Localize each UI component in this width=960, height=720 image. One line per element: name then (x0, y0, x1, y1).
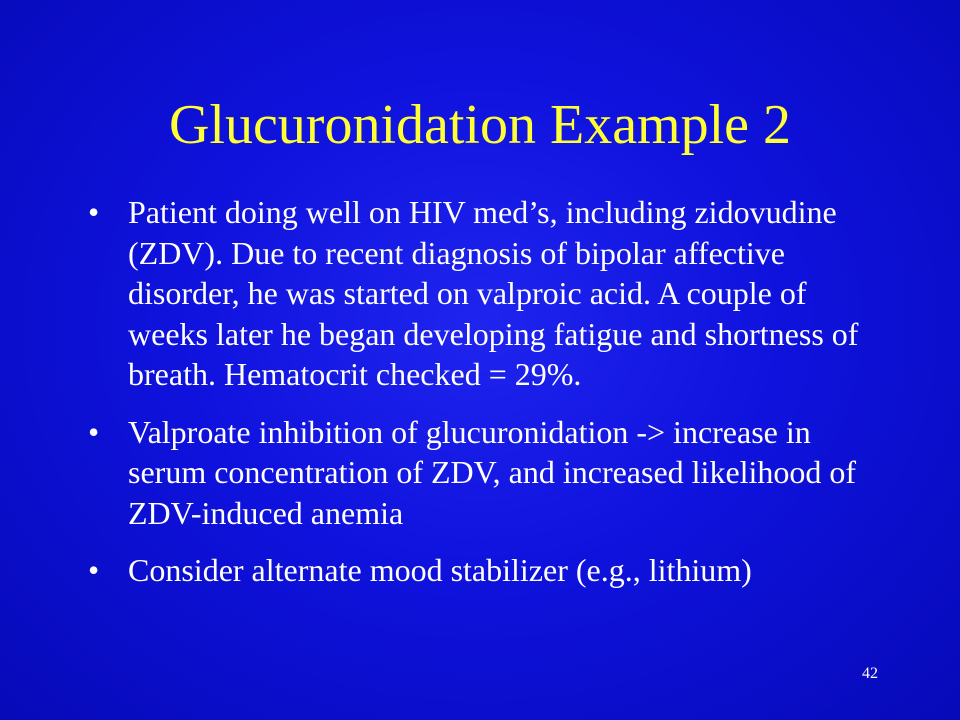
bullet-text: Valproate inhibition of glucuronidation -> increase in serum concentration of ZDV, and increased likelihood of ZDV-induced anemia (128, 413, 857, 531)
bullet-icon: • (88, 413, 100, 450)
slide-title: Glucuronidation Example 2 (168, 94, 792, 156)
bullet-text: Consider alternate mood stabilizer (e.g., lithium) (128, 552, 752, 588)
bullet-icon: • (88, 194, 100, 230)
page-number: 42 (862, 665, 878, 682)
bullet-item (88, 192, 868, 395)
bullet-list (88, 192, 868, 608)
bullet-icon: • (88, 552, 100, 588)
bullet-item (88, 550, 868, 591)
bullet-text: Patient doing well on HIV med’s, including zidovudine (ZDV). Due to recent diagnosis of bipolar affective disorder, he was started on valproic acid. A couple of weeks later he began developing fatigue and shortness of breath. Hematocrit checked = 29%. (128, 194, 859, 392)
bullet-item (88, 412, 868, 534)
